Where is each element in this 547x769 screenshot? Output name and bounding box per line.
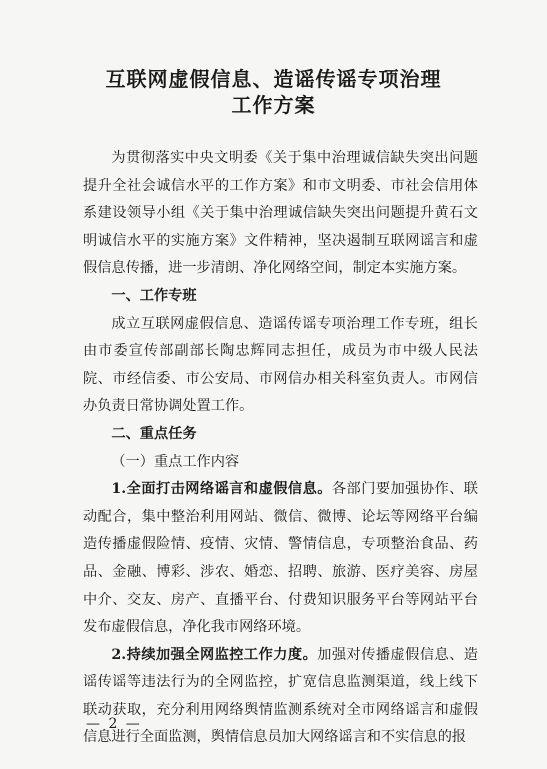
title-line-2: 工作方案 [231,93,316,117]
item-2-paragraph [83,642,478,752]
document-title [0,66,547,118]
section-1-paragraph: 成立互联网虚假信息、造谣传谣专项治理工作专班，组长由市委宣传部副部长陶忠辉同志担任，成员为市中级人民法院、市经信委、市公安局、市网信办相关科室负责人。市网信办负责日常协调处置工作。 [83,315,478,415]
intro-paragraph: 为贯彻落实中央文明委《关于集中治理诚信缺失突出问题提升全社会诚信水平的工作方案》和市文明委、市社会信用体系建设领导小组《关于集中治理诚信缺失突出问题提升黄石文明诚信水平的实施方案》文件精神，坚决遏制互联网谣言和虚假信息传播，进一步清朗、净化网络空间，制定本实施方案。 [83,150,478,277]
document-body [83,145,478,752]
section-1-heading: 一、工作专班 [111,287,197,304]
item-1-paragraph [83,476,478,642]
item-2-lead: 2.持续加强全网监控工作力度。 [111,646,318,663]
title-line-1: 互联网虚假信息、造谣传谣专项治理 [105,67,442,91]
item-2-body: 加强对传播虚假信息、造谣传谣等违法行为的全网监控，扩宽信息监测渠道，线上线下联动获取，充分利用网络舆情监测系统对全市网络谣言和虚假信息进行全面监测，舆情信息员加大网络谣言和不实信息的报 [83,646,478,746]
subheading-key-work: （一）重点工作内容 [111,453,240,470]
item-1-body: 各部门要加强协作、联动配合，集中整治利用网站、微信、微博、论坛等网络平台编造传播虚假险情、疫情、灾情、警情信息，专项整治食品、药品、金融、博彩、涉农、婚恋、招聘、旅游、医疗美容、房屋中介、交友、房产、直播平台、付费知识服务平台等网站平台发布虚假信息，净化我市网络环境。 [83,481,478,636]
page-number: — 2 — [86,716,142,732]
section-2-heading: 二、重点任务 [111,425,197,442]
item-1-lead: 1.全面打击网络谣言和虚假信息。 [111,481,332,498]
